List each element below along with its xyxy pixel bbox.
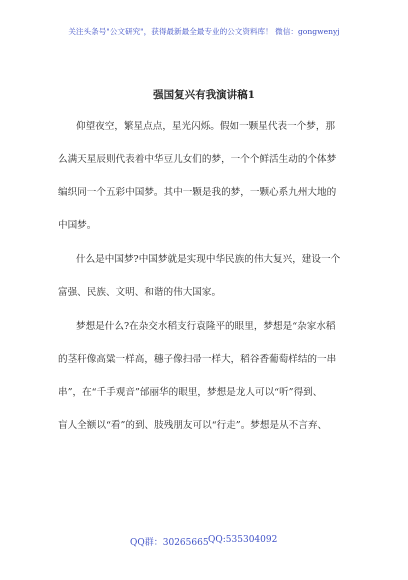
body-line: 富强、民族、文明、和谐的伟大国家。 <box>58 287 222 298</box>
body-line: 编织同一个五彩中国梦。其中一颗是我的梦，一颗心系九州大地的 <box>58 187 337 198</box>
body-line: 串”，在“千手观音”邰丽华的眼里，梦想是龙人可以“听”得到、 <box>58 387 323 398</box>
document-title: 强国复兴有我演讲稿1 <box>153 89 255 101</box>
body-line: 仰望夜空，繁星点点，星光闪烁。假如一颗星代表一个梦，那 <box>76 121 336 132</box>
body-line: 中国梦。 <box>58 220 97 231</box>
footer-qq: QQ:535304092 <box>208 535 278 545</box>
body-line: 盲人全额以“看”的到、肢残朋友可以“行走”。梦想是从不言弃、 <box>58 420 328 431</box>
body-line: 的茎秆像高粱一样高，穗子像扫帚一样大，稻谷香葡萄样结的一串 <box>58 354 337 365</box>
body-line: 梦想是什么?在杂交水稻支行袁隆平的眼里，梦想是“杂家水稻 <box>76 321 336 332</box>
footer-qq-group: QQ群：30265665 <box>130 538 209 548</box>
body-line: 什么是中国梦?中国梦就是实现中华民族的伟大复兴，建设一个 <box>76 254 341 265</box>
body-line: 么满天星辰则代表着中华豆儿女们的梦，一个个鲜活生动的个体梦 <box>58 154 337 165</box>
header-promo-note: 关注头条号"公文研究"，获得最新最全最专业的公文资料库！ 微信：gongwenyj <box>68 27 340 36</box>
